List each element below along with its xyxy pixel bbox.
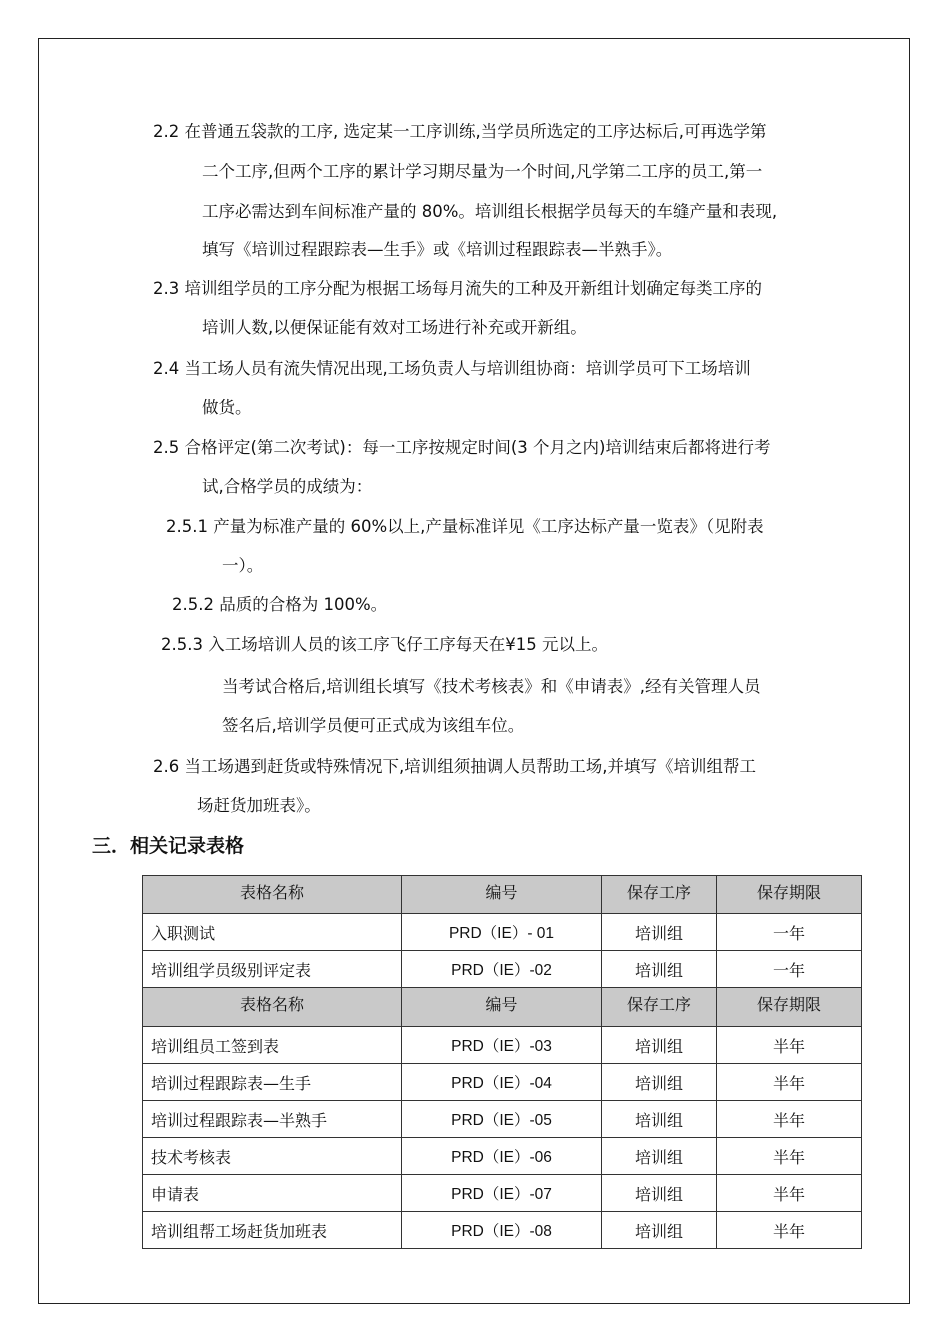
header-cell-retention: 保存期限 <box>717 876 862 914</box>
cell-keeper: 培训组 <box>602 1138 717 1175</box>
cell-code: PRD（IE）-02 <box>402 951 602 988</box>
header-cell-code: 编号 <box>402 988 602 1027</box>
cell-retention: 半年 <box>717 1064 862 1101</box>
table-row <box>143 1175 862 1212</box>
table-row <box>143 1101 862 1138</box>
paragraph-2-5-2: 2.5.2 品质的合格为 100%。 <box>172 595 388 614</box>
cell-form-name: 培训组学员级别评定表 <box>143 951 402 988</box>
cell-keeper: 培训组 <box>602 1212 717 1249</box>
cell-code: PRD（IE）-08 <box>402 1212 602 1249</box>
header-cell-retention: 保存期限 <box>717 988 862 1027</box>
cell-form-name: 培训过程跟踪表—生手 <box>143 1064 402 1101</box>
records-table <box>142 875 862 1249</box>
table-header-row <box>143 876 862 914</box>
cell-code: PRD（IE）-04 <box>402 1064 602 1101</box>
cell-form-name: 技术考核表 <box>143 1138 402 1175</box>
table-row <box>143 1138 862 1175</box>
cell-retention: 一年 <box>717 914 862 951</box>
paragraph-2-5-1-line-2: 一）。 <box>222 556 264 575</box>
paragraph-2-4-line-1: 2.4 当工场人员有流失情况出现,工场负责人与培训组协商：培训学员可下工场培训 <box>153 359 751 378</box>
cell-keeper: 培训组 <box>602 1064 717 1101</box>
paragraph-2-6-line-2: 场赶货加班表》。 <box>197 796 321 815</box>
paragraph-note-line-2: 签名后,培训学员便可正式成为该组车位。 <box>222 716 525 735</box>
paragraph-2-5-line-1: 2.5 合格评定(第二次考试)：每一工序按规定时间(3 个月之内)培训结束后都将进行考 <box>153 438 771 457</box>
cell-form-name: 培训组员工签到表 <box>143 1027 402 1064</box>
table-row <box>143 1064 862 1101</box>
table-row <box>143 914 862 951</box>
header-cell-keeper: 保存工序 <box>602 988 717 1027</box>
header-cell-form-name: 表格名称 <box>143 988 402 1027</box>
paragraph-2-6-line-1: 2.6 当工场遇到赶货或特殊情况下,培训组须抽调人员帮助工场,并填写《培训组帮工 <box>153 757 756 776</box>
paragraph-2-3-line-2: 培训人数,以便保证能有效对工场进行补充或开新组。 <box>202 318 587 337</box>
paragraph-2-5-3: 2.5.3 入工场培训人员的该工序飞仔工序每天在¥15 元以上。 <box>161 635 608 654</box>
cell-code: PRD（IE）-03 <box>402 1027 602 1064</box>
table-row <box>143 951 862 988</box>
cell-keeper: 培训组 <box>602 1175 717 1212</box>
cell-code: PRD（IE）- 01 <box>402 914 602 951</box>
cell-code: PRD（IE）-07 <box>402 1175 602 1212</box>
paragraph-2-5-line-2: 试,合格学员的成绩为： <box>202 477 373 496</box>
header-cell-form-name: 表格名称 <box>143 876 402 914</box>
cell-form-name: 培训过程跟踪表—半熟手 <box>143 1101 402 1138</box>
cell-retention: 半年 <box>717 1101 862 1138</box>
cell-keeper: 培训组 <box>602 1027 717 1064</box>
cell-form-name: 培训组帮工场赶货加班表 <box>143 1212 402 1249</box>
paragraph-note-line-1: 当考试合格后,培训组长填写《技术考核表》和《申请表》,经有关管理人员 <box>222 677 761 696</box>
table-row <box>143 1212 862 1249</box>
paragraph-2-2-line-3: 工序必需达到车间标准产量的 80%。培训组长根据学员每天的车缝产量和表现, <box>202 202 778 221</box>
cell-retention: 半年 <box>717 1175 862 1212</box>
paragraph-2-5-1-line-1: 2.5.1 产量为标准产量的 60%以上,产量标准详见《工序达标产量一览表》（见附表 <box>166 517 764 536</box>
header-cell-code: 编号 <box>402 876 602 914</box>
table-header-row <box>143 988 862 1027</box>
cell-keeper: 培训组 <box>602 951 717 988</box>
cell-code: PRD（IE）-05 <box>402 1101 602 1138</box>
cell-retention: 一年 <box>717 951 862 988</box>
cell-form-name: 入职测试 <box>143 914 402 951</box>
cell-keeper: 培训组 <box>602 1101 717 1138</box>
cell-keeper: 培训组 <box>602 914 717 951</box>
section-heading: 三．相关记录表格 <box>92 835 245 857</box>
cell-form-name: 申请表 <box>143 1175 402 1212</box>
cell-code: PRD（IE）-06 <box>402 1138 602 1175</box>
paragraph-2-2-line-4: 填写《培训过程跟踪表—生手》或《培训过程跟踪表—半熟手》。 <box>202 240 673 259</box>
header-cell-keeper: 保存工序 <box>602 876 717 914</box>
paragraph-2-2-line-1: 2.2 在普通五袋款的工序, 选定某一工序训练,当学员所选定的工序达标后,可再选学第 <box>153 122 767 141</box>
paragraph-2-2-line-2: 二个工序,但两个工序的累计学习期尽量为一个时间,凡学第二工序的员工,第一 <box>202 162 763 181</box>
cell-retention: 半年 <box>717 1027 862 1064</box>
paragraph-2-3-line-1: 2.3 培训组学员的工序分配为根据工场每月流失的工种及开新组计划确定每类工序的 <box>153 279 762 298</box>
cell-retention: 半年 <box>717 1138 862 1175</box>
paragraph-2-4-line-2: 做货。 <box>202 398 252 417</box>
table-row <box>143 1027 862 1064</box>
cell-retention: 半年 <box>717 1212 862 1249</box>
